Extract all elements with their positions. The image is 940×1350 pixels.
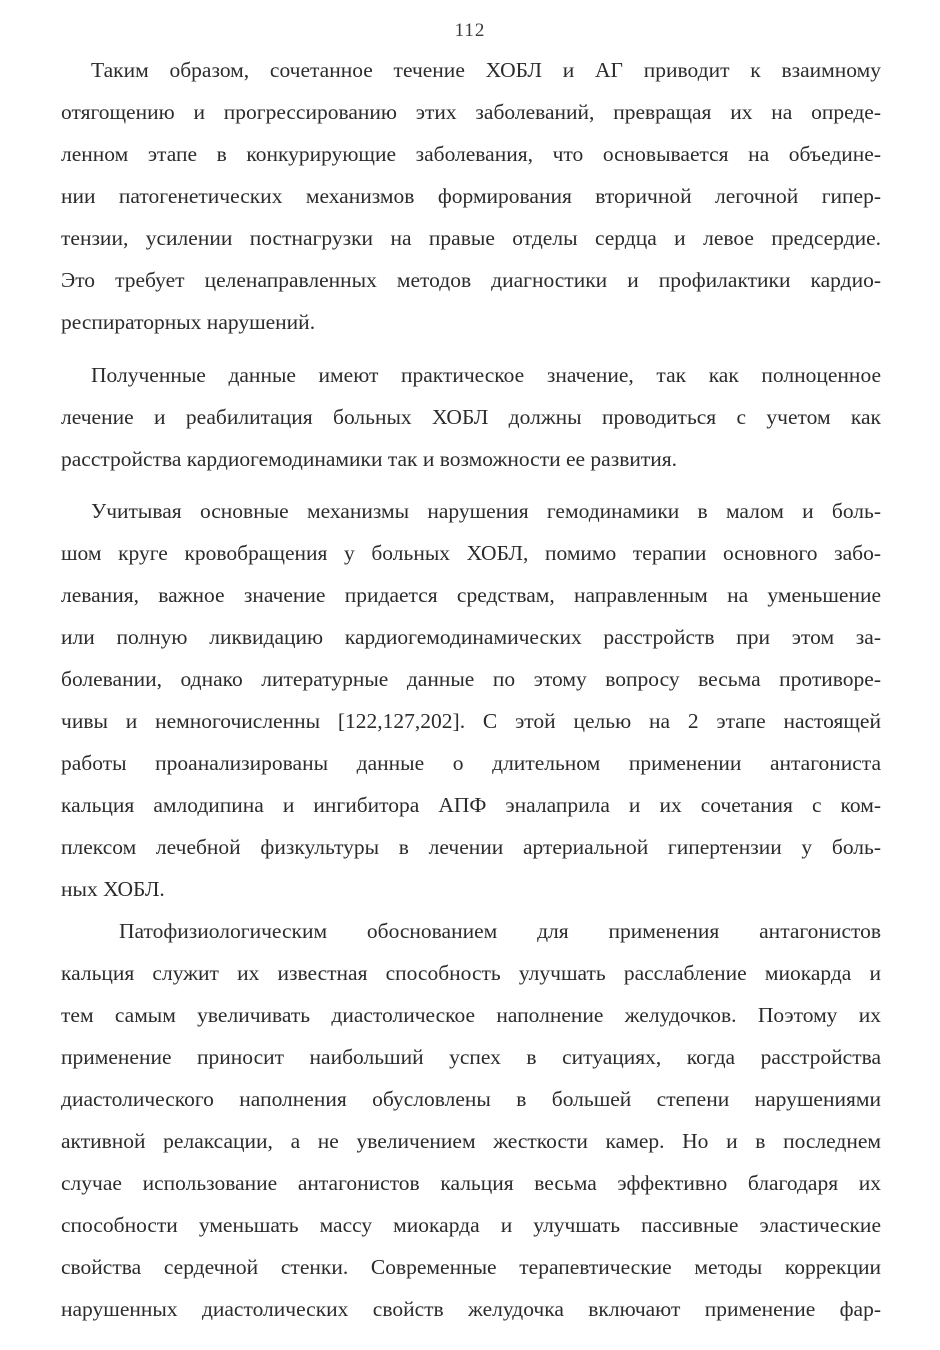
text-line: работы проанализированы данные о длительном применении антагониста [61, 751, 881, 775]
text-line: тензии, усилении постнагрузки на правые отделы сердца и левое предсердие. [61, 226, 881, 250]
text-line: кальция амлодипина и ингибитора АПФ эналаприла и их сочетания с ком- [61, 793, 881, 817]
text-line: применение приносит наибольший успех в ситуациях, когда расстройства [61, 1045, 881, 1069]
text-line: Патофизиологическим обоснованием для применения антагонистов [119, 919, 881, 943]
text-line: Это требует целенаправленных методов диагностики и профилактики кардио- [61, 268, 881, 292]
text-line: свойства сердечной стенки. Современные терапевтические методы коррекции [61, 1255, 881, 1279]
text-line: ных ХОБЛ. [61, 877, 165, 901]
text-line: диастолического наполнения обусловлены в большей степени нарушениями [61, 1087, 881, 1111]
text-line: ленном этапе в конкурирующие заболевания, что основывается на объедине- [61, 142, 881, 166]
text-line: чивы и немногочисленны [122,127,202]. С этой целью на 2 этапе настоящей [61, 709, 881, 733]
text-line: левания, важное значение придается средствам, направленным на уменьшение [61, 583, 881, 607]
text-line: нарушенных диастолических свойств желудочка включают применение фар- [61, 1297, 881, 1321]
text-line: случае использование антагонистов кальция весьма эффективно благодаря их [61, 1171, 881, 1195]
text-line: способности уменьшать массу миокарда и улучшать пассивные эластические [61, 1213, 881, 1237]
text-line: болевании, однако литературные данные по этому вопросу весьма противоре- [61, 667, 881, 691]
text-line: расстройства кардиогемодинамики так и возможности ее развития. [61, 447, 678, 471]
page-number: 112 [454, 20, 486, 41]
text-line: Таким образом, сочетанное течение ХОБЛ и АГ приводит к взаимному [91, 58, 881, 82]
text-line: отягощению и прогрессированию этих заболеваний, превращая их на опреде- [61, 100, 881, 124]
text-line: Учитывая основные механизмы нарушения гемодинамики в малом и боль- [91, 499, 881, 523]
text-line: шом круге кровобращения у больных ХОБЛ, помимо терапии основного забо- [61, 541, 881, 565]
text-line: респираторных нарушений. [61, 310, 316, 334]
text-line: плексом лечебной физкультуры в лечении артериальной гипертензии у боль- [61, 835, 881, 859]
text-line: лечение и реабилитация больных ХОБЛ должны проводиться с учетом как [61, 405, 881, 429]
text-line: активной релаксации, а не увеличением жесткости камер. Но и в последнем [61, 1129, 881, 1153]
text-line: или полную ликвидацию кардиогемодинамических расстройств при этом за- [61, 625, 881, 649]
text-line: Полученные данные имеют практическое значение, так как полноценное [91, 363, 881, 387]
text-line: нии патогенетических механизмов формирования вторичной легочной гипер- [61, 184, 881, 208]
text-line: тем самым увеличивать диастолическое наполнение желудочков. Поэтому их [61, 1003, 881, 1027]
text-line: кальция служит их известная способность улучшать расслабление миокарда и [61, 961, 881, 985]
